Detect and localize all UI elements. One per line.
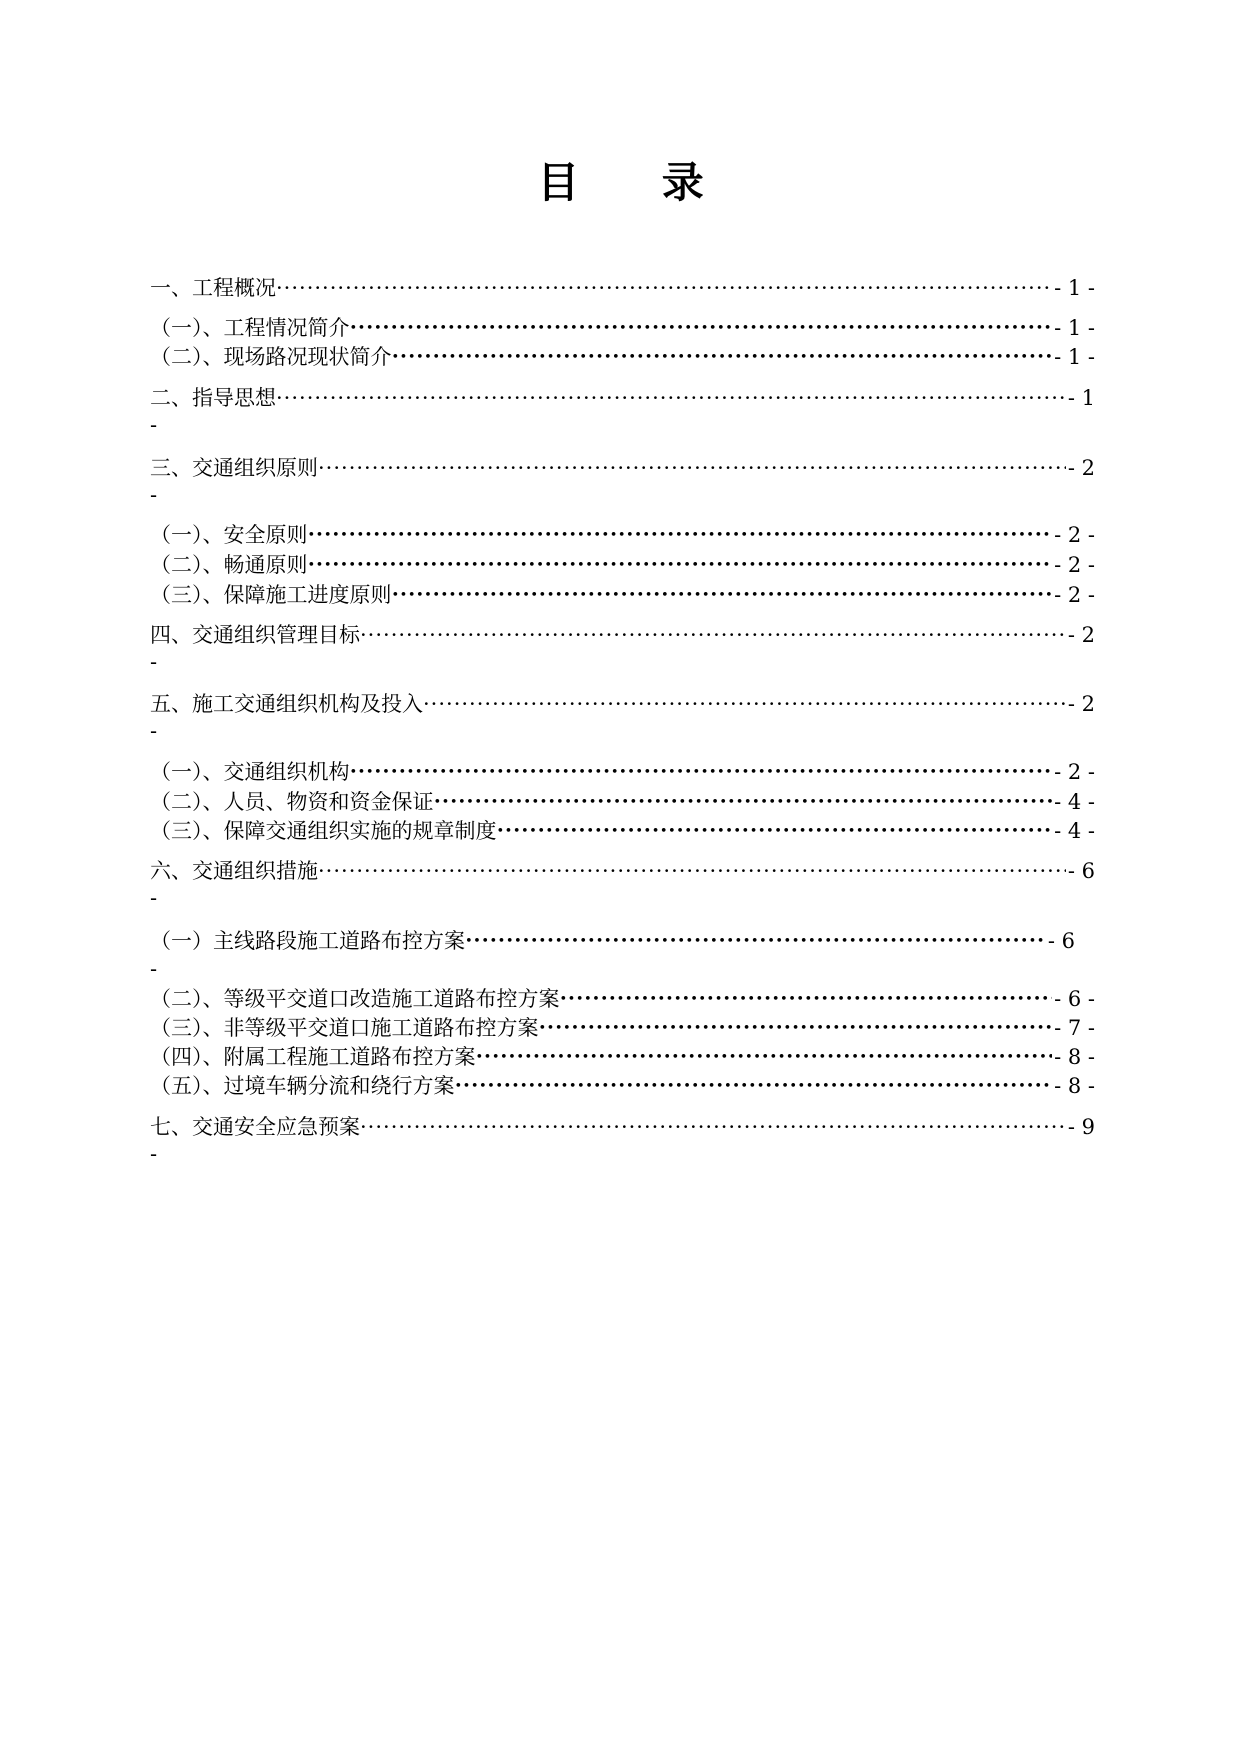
toc-entry-label: （五）、过境车辆分流和绕行方案 bbox=[150, 1074, 455, 1098]
toc-page-number: - 8 - bbox=[1054, 1074, 1095, 1098]
toc-entry-label: 三、交通组织原则 bbox=[150, 456, 318, 480]
toc-entry[interactable] bbox=[150, 343, 1095, 372]
dot-leader bbox=[350, 314, 1053, 343]
dot-leader bbox=[276, 274, 1052, 302]
dot-leader bbox=[539, 1014, 1053, 1043]
dot-leader bbox=[350, 758, 1053, 787]
toc-page-number: - 9 bbox=[1067, 1115, 1095, 1139]
toc-page-number: - 8 - bbox=[1054, 1045, 1095, 1069]
toc-page-number: - 2 - bbox=[1054, 553, 1095, 577]
toc-page-number: - 2 bbox=[1067, 456, 1095, 480]
dot-leader bbox=[423, 690, 1066, 718]
toc-entry[interactable] bbox=[150, 1072, 1095, 1101]
toc-page-number: - 6 bbox=[1047, 929, 1075, 953]
dot-leader bbox=[497, 817, 1053, 846]
toc-page-number: - 2 - bbox=[1054, 523, 1095, 547]
toc-entry[interactable] bbox=[150, 621, 1095, 675]
dot-leader bbox=[318, 857, 1066, 885]
dot-leader bbox=[308, 551, 1053, 580]
toc-wrap-dash: - bbox=[150, 413, 158, 437]
toc-entry[interactable] bbox=[150, 581, 1095, 610]
dot-leader bbox=[360, 621, 1066, 649]
dot-leader bbox=[434, 788, 1053, 817]
toc-wrap-dash: - bbox=[150, 650, 158, 674]
toc-entry[interactable] bbox=[150, 551, 1095, 580]
toc-page-number: - 6 - bbox=[1054, 987, 1095, 1011]
toc-page-number: - 1 - bbox=[1054, 316, 1095, 340]
dot-leader bbox=[455, 1072, 1053, 1101]
toc-page-number: - 1 bbox=[1067, 386, 1095, 410]
toc-entry-label: 一、工程概况 bbox=[150, 276, 276, 300]
toc-entry[interactable] bbox=[150, 758, 1095, 787]
toc-page-number: - 2 bbox=[1067, 623, 1095, 647]
toc-page-number: - 1 - bbox=[1054, 345, 1095, 369]
toc-entry-label: （一）、安全原则 bbox=[150, 523, 308, 547]
dot-leader bbox=[276, 384, 1066, 412]
dot-leader bbox=[318, 454, 1066, 482]
toc-entry[interactable] bbox=[150, 1113, 1095, 1167]
toc-entry[interactable] bbox=[150, 817, 1095, 846]
toc-entry-label: 五、施工交通组织机构及投入 bbox=[150, 692, 423, 716]
toc-entry[interactable] bbox=[150, 454, 1095, 508]
toc-entry-label: （二）、等级平交道口改造施工道路布控方案 bbox=[150, 987, 560, 1011]
dot-leader bbox=[392, 581, 1053, 610]
dot-leader bbox=[560, 985, 1053, 1014]
toc-wrap-dash: - bbox=[150, 483, 158, 507]
toc-entry[interactable] bbox=[150, 1043, 1095, 1072]
toc-entry-label: （二）、畅通原则 bbox=[150, 553, 308, 577]
toc-entry[interactable] bbox=[150, 788, 1095, 817]
dot-leader bbox=[308, 521, 1053, 550]
toc-page-number: - 4 - bbox=[1054, 819, 1095, 843]
toc-page-number: - 7 - bbox=[1054, 1016, 1095, 1040]
toc-entry-label: 六、交通组织措施 bbox=[150, 859, 318, 883]
toc-entry-label: （二）、现场路况现状简介 bbox=[150, 345, 392, 369]
toc-entry[interactable] bbox=[150, 985, 1095, 1014]
toc-entry-label: （三）、非等级平交道口施工道路布控方案 bbox=[150, 1016, 539, 1040]
toc-page-number: - 2 - bbox=[1054, 583, 1095, 607]
dot-leader bbox=[465, 927, 1046, 956]
toc-entry[interactable] bbox=[150, 927, 1075, 982]
dot-leader bbox=[392, 343, 1053, 372]
toc-entry[interactable] bbox=[150, 690, 1095, 744]
toc-entry-label: （三）、保障交通组织实施的规章制度 bbox=[150, 819, 497, 843]
toc-entry-label: （一）主线路段施工道路布控方案 bbox=[150, 929, 465, 953]
dot-leader bbox=[476, 1043, 1053, 1072]
toc-page-number: - 6 bbox=[1067, 859, 1095, 883]
toc-entry-label: （三）、保障施工进度原则 bbox=[150, 583, 392, 607]
toc-title: 目 录 bbox=[537, 158, 738, 207]
toc-entry[interactable] bbox=[150, 1014, 1095, 1043]
toc-entry[interactable] bbox=[150, 857, 1095, 911]
toc-wrap-dash: - bbox=[150, 1142, 158, 1166]
toc-entry[interactable] bbox=[150, 314, 1095, 343]
toc-entry-label: 四、交通组织管理目标 bbox=[150, 623, 360, 647]
toc-page-number: - 2 - bbox=[1054, 760, 1095, 784]
toc-page-number: - 4 - bbox=[1054, 790, 1095, 814]
toc-entry[interactable] bbox=[150, 384, 1095, 438]
toc-entry-label: 二、指导思想 bbox=[150, 386, 276, 410]
toc-wrap-dash: - bbox=[150, 886, 158, 910]
toc-page-number: - 2 bbox=[1067, 692, 1095, 716]
dot-leader bbox=[360, 1113, 1066, 1141]
toc-entry-label: （二）、人员、物资和资金保证 bbox=[150, 790, 434, 814]
toc-wrap-dash: - bbox=[150, 719, 158, 743]
toc-entry[interactable] bbox=[150, 274, 1095, 302]
toc-entry-label: （一）、工程情况简介 bbox=[150, 316, 350, 340]
toc-entry-label: 七、交通安全应急预案 bbox=[150, 1115, 360, 1139]
toc-entry[interactable] bbox=[150, 521, 1095, 550]
toc-wrap-dash: - bbox=[150, 957, 158, 981]
toc-entry-label: （四）、附属工程施工道路布控方案 bbox=[150, 1045, 476, 1069]
toc-page-number: - 1 - bbox=[1054, 276, 1095, 300]
toc-entry-label: （一）、交通组织机构 bbox=[150, 760, 350, 784]
